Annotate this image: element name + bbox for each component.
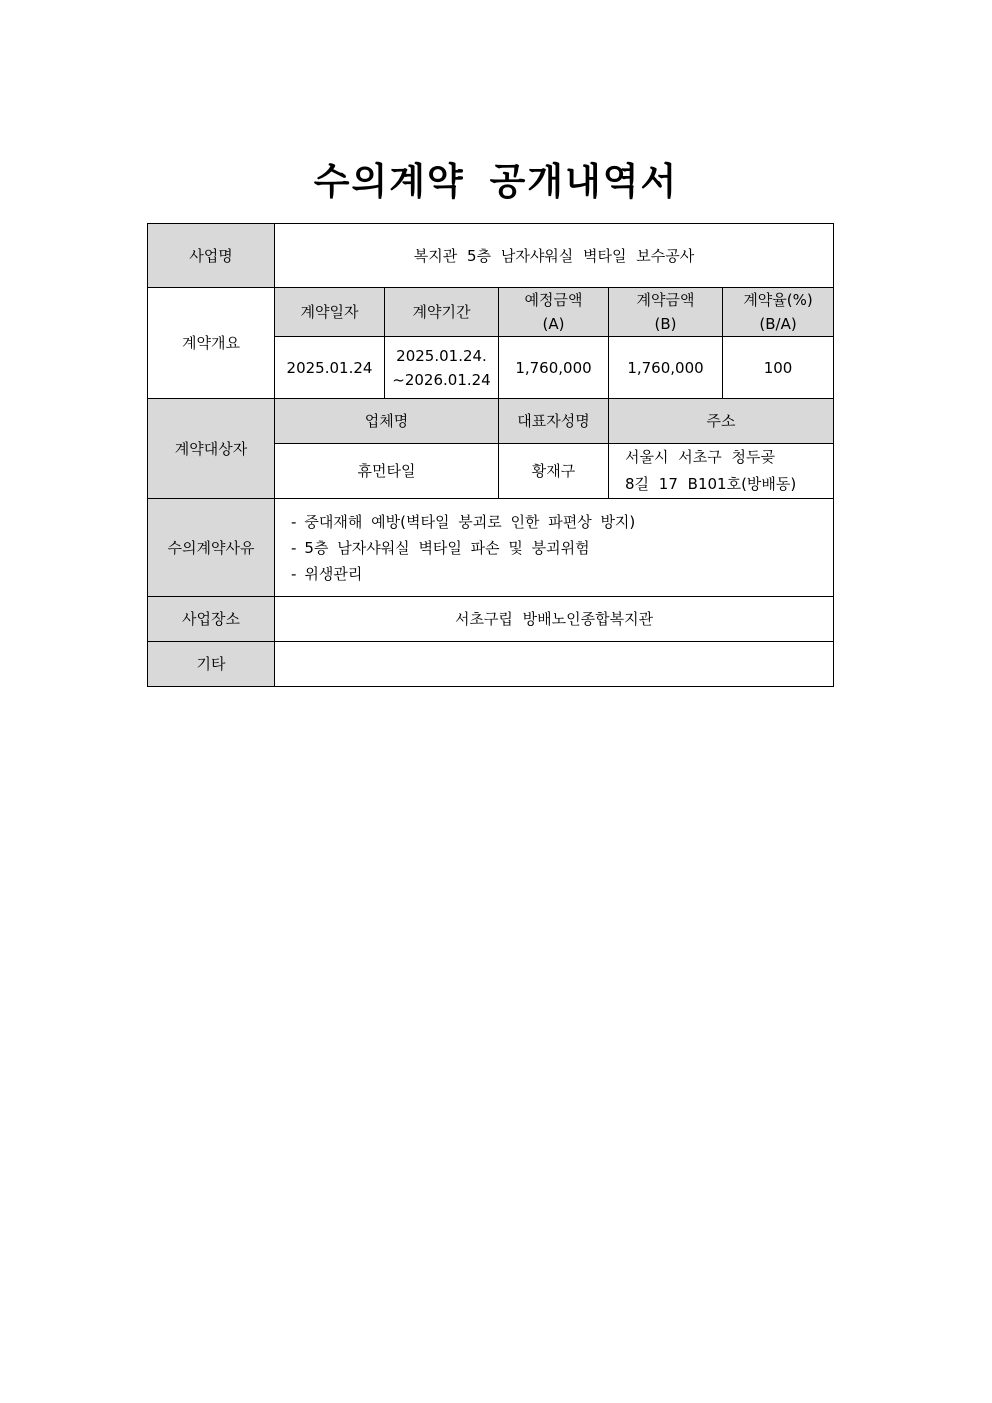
reason-text: 5층 남자샤워실 벽타일 파손 및 붕괴위험 [304,538,590,557]
contract-overview-label: 계약개요 [148,288,275,399]
location-label: 사업장소 [148,597,275,642]
etc-label: 기타 [148,642,275,687]
contract-amount-header [609,288,723,337]
document-title: 수의계약 공개내역서 [313,160,679,203]
representative-header: 대표자성명 [499,399,609,444]
estimated-amount-header-line2: (A) [542,315,565,333]
representative-value: 황재구 [499,444,609,499]
contract-rate-header-line1: 계약율(%) [743,291,813,309]
contract-period-header: 계약기간 [385,288,499,337]
estimated-amount-header-line1: 예정금액 [524,291,583,309]
project-name: 복지관 5층 남자샤워실 벽타일 보수공사 [275,224,834,288]
project-label: 사업명 [148,224,275,288]
contract-header-row [148,288,834,337]
reason-item [291,535,833,561]
reason-text: 중대재해 예방(벽타일 붕괴로 인한 파편상 방지) [304,512,636,531]
contract-rate-header [723,288,834,337]
reason-item [291,561,833,587]
address-header: 주소 [609,399,834,444]
address-line2: 8길 17 B101호(방배동) [625,475,797,493]
location-row [148,597,834,642]
estimated-amount-header [499,288,609,337]
contract-amount-value: 1,760,000 [609,337,723,399]
contract-period-start: 2025.01.24. [396,346,487,365]
contract-date-header: 계약일자 [275,288,385,337]
project-row [148,224,834,288]
contract-rate-header-line2: (B/A) [759,315,797,333]
contract-date-value: 2025.01.24 [275,337,385,399]
contract-rate-value: 100 [723,337,834,399]
reason-item [291,509,833,535]
company-name-value: 휴먼타일 [275,444,499,499]
contract-amount-header-line1: 계약금액 [636,291,695,309]
estimated-amount-value: 1,760,000 [499,337,609,399]
etc-value [275,642,834,687]
reason-bullet: - [291,538,297,557]
address-line1: 서울시 서초구 청두곶 [625,448,775,466]
address-value [609,444,834,499]
contract-disclosure-table [147,223,834,687]
counterparty-label: 계약대상자 [148,399,275,499]
company-name-header: 업체명 [275,399,499,444]
location-value: 서초구립 방배노인종합복지관 [275,597,834,642]
reason-bullet: - [291,512,297,531]
reason-bullet: - [291,564,297,583]
contract-amount-header-line2: (B) [654,315,677,333]
reason-list [275,499,834,597]
counterparty-header-row [148,399,834,444]
etc-row [148,642,834,687]
contract-period-value [385,337,499,399]
reason-row [148,499,834,597]
reason-text: 위생관리 [304,564,363,583]
reason-label: 수의계약사유 [148,499,275,597]
contract-period-end: ~2026.01.24 [392,370,491,389]
